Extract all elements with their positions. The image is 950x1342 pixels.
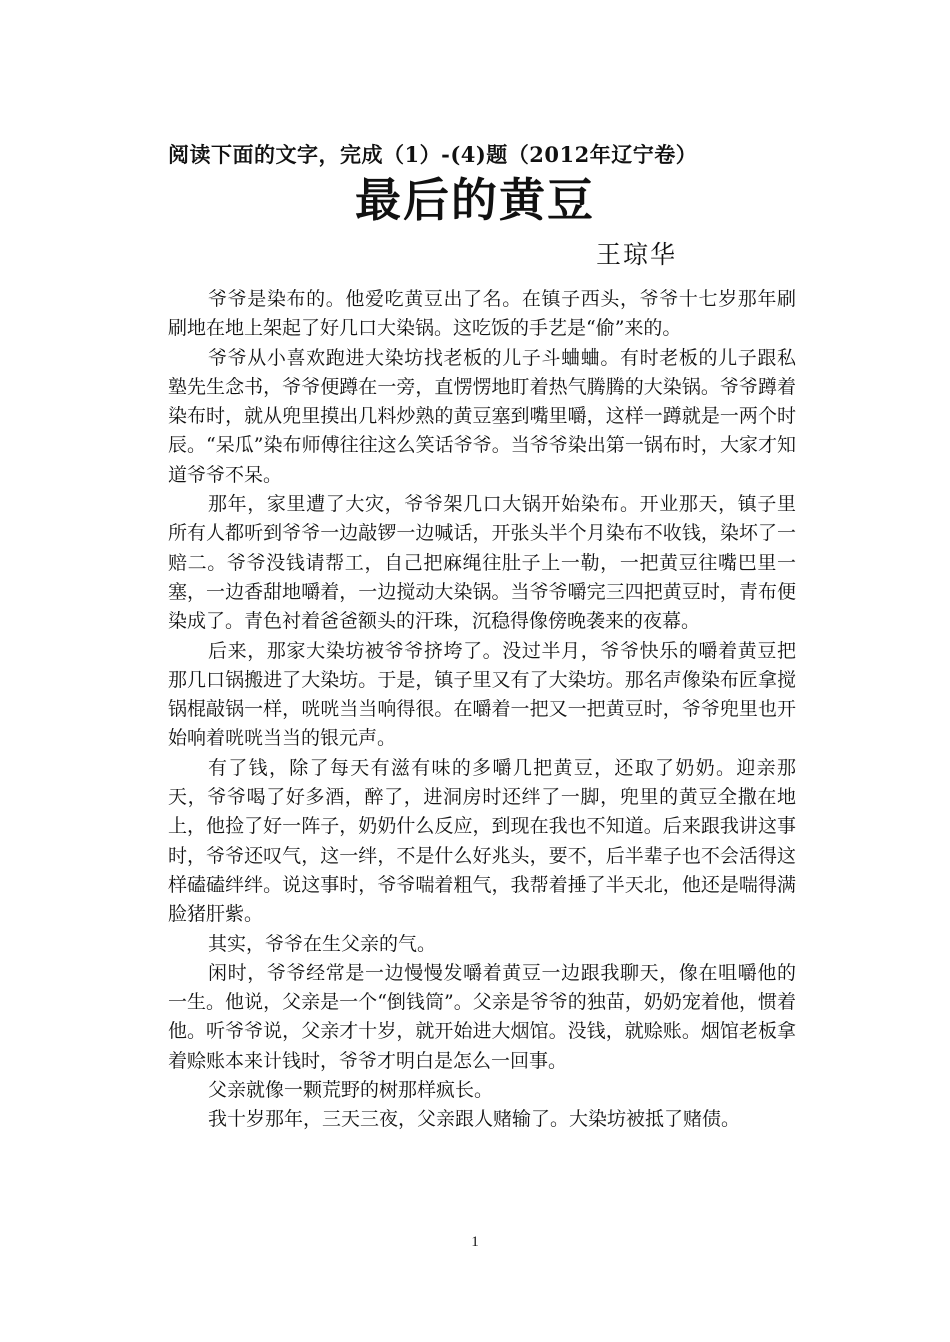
- paragraph-6: 其实，爷爷在生父亲的气。: [208, 932, 437, 955]
- paragraph-3: 那年，家里遭了大灾，爷爷架几口大锅开始染布。开业那天，镇子里所有人都听到爷爷一边敲锣一边喊话，开张头半个月染布不收钱，染坏了一赔二。爷爷没钱请帮工，自己把麻绳往肚子上一勒，一把黄豆往嘴巴里一塞，一边香甜地嚼着，一边搅动大染锅。当爷爷嚼完三四把黄豆时，青布便染成了。青色衬着爸爸额头的汗珠，沉稳得像傍晚袭来的夜幕。: [168, 493, 796, 633]
- page-number: 1: [471, 1234, 479, 1250]
- article-body: [168, 285, 796, 1135]
- paragraph-5: 有了钱，除了每天有滋有味的多嚼几把黄豆，还取了奶奶。迎亲那天，爷爷喝了好多酒，醉了，进洞房时还绊了一脚，兜里的黄豆全撒在地上，他捡了好一阵子，奶奶什么反应，到现在我也不知道。后来跟我讲这事时，爷爷还叹气，这一绊，不是什么好兆头，要不，后半辈子也不会活得这样磕磕绊绊。说这事时，爷爷喘着粗气，我帮着捶了半天北，他还是喘得满脸猪肝紫。: [168, 756, 796, 926]
- paragraph-4: 后来，那家大染坊被爷爷挤垮了。没过半月，爷爷快乐的嚼着黄豆把那几口锅搬进了大染坊。于是，镇子里又有了大染坊。那名声像染布匠拿搅锅棍敲锅一样，咣咣当当响得很。在嚼着一把又一把黄豆时，爷爷兜里也开始响着咣咣当当的银元声。: [168, 639, 796, 750]
- article-title: 最后的黄豆: [355, 173, 595, 227]
- article-author: 王琼华: [596, 240, 678, 269]
- paragraph-9: 我十岁那年，三天三夜，父亲跟人赌输了。大染坊被抵了赌债。: [208, 1108, 741, 1131]
- paragraph-2: 爷爷从小喜欢跑进大染坊找老板的儿子斗蛐蛐。有时老板的儿子跟私塾先生念书，爷爷便蹲在一旁，直愣愣地盯着热气腾腾的大染锅。爷爷蹲着染布时，就从兜里摸出几料炒熟的黄豆塞到嘴里嚼，这样一蹲就是一两个时辰。“呆瓜”染布师傅往往这么笑话爷爷。当爷爷染出第一锅布时，大家才知道爷爷不呆。: [168, 346, 796, 486]
- paragraph-8: 父亲就像一颗荒野的树那样疯长。: [208, 1079, 494, 1102]
- paragraph-7: 闲时，爷爷经常是一边慢慢发嚼着黄豆一边跟我聊天，像在咀嚼他的一生。他说，父亲是一个“倒钱筒”。父亲是爷爷的独苗，奶奶宠着他，惯着他。听爷爷说，父亲才十岁，就开始进大烟馆。没钱，就赊账。烟馆老板拿着赊账本来计钱时，爷爷才明白是怎么一回事。: [168, 961, 796, 1072]
- paragraph-1: 爷爷是染布的。他爱吃黄豆出了名。在镇子西头，爷爷十七岁那年刷刷地在地上架起了好几口大染锅。这吃饭的手艺是“偷”来的。: [168, 288, 796, 340]
- exercise-heading: 阅读下面的文字，完成（1）-(4)题（2012年辽宁卷）: [168, 142, 698, 167]
